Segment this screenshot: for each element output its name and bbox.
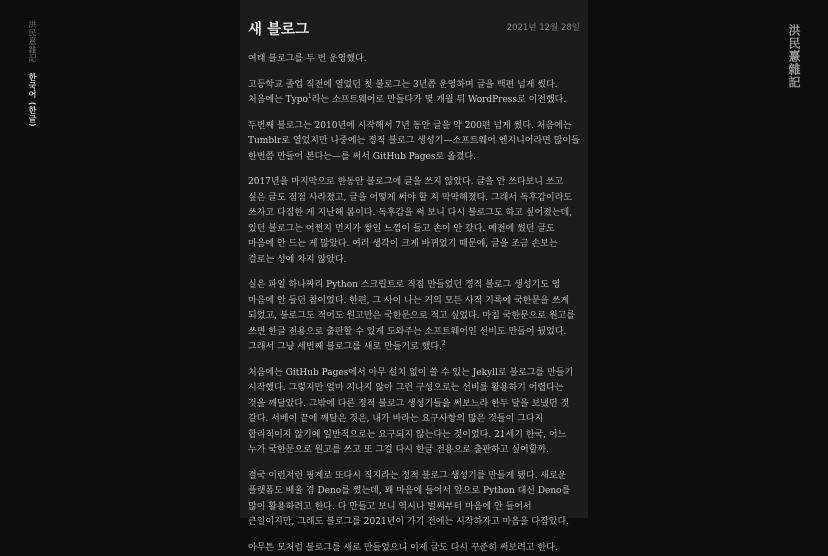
paragraph: 고등학교 졸업 직전에 열었던 첫 블로그는 3년쯤 운영하며 글을 백편 넘게 썼다. 처음에는 Typo$^1$라는 소프트웨어로 만들다가 몇 개월 뒤 WordPress로 이전했다.	[248, 78, 580, 109]
site-brand	[783, 24, 805, 89]
paragraph: 아무튼 모처럼 블로그를 새로 만들었으니 이제 글도 다시 꾸준히 써보려고 한다.	[248, 541, 580, 556]
post-article	[240, 0, 588, 518]
post-title: 새 블로그	[248, 18, 580, 42]
language-current: 한국어 (한글)	[28, 73, 36, 127]
site-title-link[interactable]: 洪民憙雜記	[788, 24, 800, 89]
paragraph: 여태 블로그를 두 번 운영했다.	[248, 52, 580, 68]
post-header	[248, 18, 580, 42]
paragraph: 2017년을 마지막으로 한동안 블로그에 글을 쓰지 않았다. 글을 안 쓰다보니 쓰고 싶은 글도 점점 사라졌고, 글을 어떻게 써야 할 지 막막해졌다. 그래서 독후감이라도 쓰자고 다짐한 게 지난해 봄이다. 독후감을 써 보니 다시 블로그도 하고 싶어졌는데, 있던 블로그는 어쩐지 먼지가 쌓인 느낌이 들고 손이 안 갔다. 예전에 썼던 글도 마음에 안 드는 게 많았다. 여러 생각이 크게 바뀌었기 때문에, 글을 조금 손보는 걸로는 성에 차지 않았다.	[248, 175, 580, 268]
post-date: 2021년 12월 28일	[507, 21, 580, 33]
paragraph: 실은 파일 하나짜리 Python 스크립트로 직접 만들었던 정적 블로그 생성기도 영 마음에 안 들던 참이었다. 한편, 그 사이 나는 거의 모든 사적 기록에 국한문을 쓰게 되었고, 블로그도 적어도 원고만은 국한문으로 적고 싶었다. 마침 국한문으로 원고를 쓰면 한글 전용으로 출판할 수 있게 도와주는 소프트웨어인 선비도 만들어 뒀었다. 그래서 그냥 세번째 블로그를 새로 만들기로 했다.$^2$	[248, 278, 580, 356]
footnote-ref[interactable]: 1	[308, 93, 312, 100]
paragraph: 처음에는 GitHub Pages에서 아무 설치 없이 쓸 수 있는 Jekyll로 블로그를 만들기 시작했다. 그렇지만 얼마 지나지 않아 그런 구성으로는 선비를 활용하기 어렵다는 것을 깨달았다. 그밖에 다른 정적 블로그 생성기들을 써보느라 한두 달을 보냈던 것 같다. 서베이 끝에 깨달은 것은, 내가 바라는 요구사항의 많은 것들이 그다지 합리적이지 않기에 일반적으로는 요구되지 않는다는 것이었다. 21세기 한국, 어느 누가 국한문으로 원고를 쓰고 또 그걸 다시 한글 전용으로 출판하고 싶어할까.	[248, 366, 580, 459]
post-body	[248, 52, 580, 556]
language-link-hanja[interactable]: 洪民憙雜記	[28, 20, 36, 63]
language-switcher	[22, 20, 42, 127]
paragraph: 결국 이런저런 핑계로 또다시 직지라는 정적 블로그 생성기를 만들게 됐다. 새로운 플랫폼도 배울 겸 Deno를 썼는데, 꽤 마음에 들어서 앞으로 Python 대신 Deno를 많이 활용하려고 한다. 다 만들고 보니 역시나 벌써부터 마음에 안 들어서 큰일이지만, 그래도 블로그를 2021년이 가기 전에는 시작하자고 마음을 다잡았다.	[248, 469, 580, 531]
footnote-ref[interactable]: 2	[442, 340, 446, 347]
paragraph: 두번째 블로그는 2010년에 시작해서 7년 동안 글을 약 200편 넘게 썼다. 처음에는 Tumblr로 열었지만 나중에는 정적 블로그 생성기—소프트웨어 엔지니어라면 많이들 한번쯤 만들어 본다는—를 써서 GitHub Pages로 옮겼다.	[248, 119, 580, 166]
